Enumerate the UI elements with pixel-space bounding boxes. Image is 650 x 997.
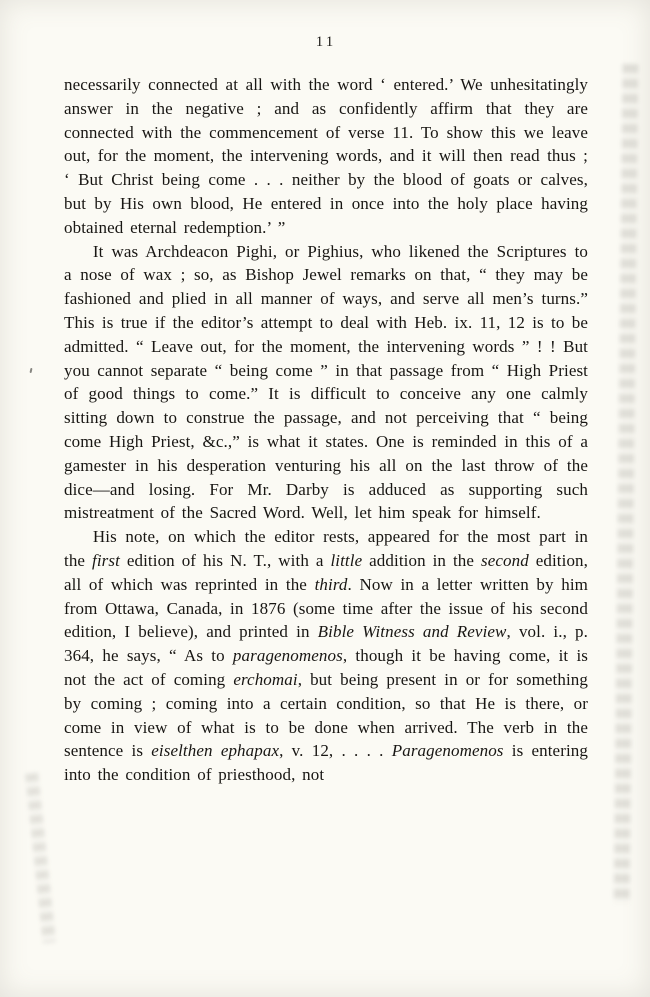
text-segment: , though it be having come, it is not the act of coming	[64, 646, 588, 689]
text-segment: erchomai	[233, 669, 298, 689]
page-text	[64, 73, 588, 787]
text-segment: eiselthen ephapax	[151, 741, 280, 761]
text-segment: first	[92, 550, 120, 570]
text-segment: , vol. i., p. 364, he says, “ As to	[64, 622, 589, 666]
text-segment: is entering into the condition of priesthood, not	[64, 741, 588, 785]
text-segment: second	[480, 550, 529, 570]
text-segment: . Now in a letter written by him from Ottawa, Canada, in 1876 (some time after the issue of his second edition, I believe), and printed in	[64, 574, 588, 642]
text-segment: third	[314, 574, 348, 594]
text-segment: edition of his N. T., with a	[119, 550, 331, 570]
text-segment: It was Archdeacon Pighi, or Pighius, who likened the Scriptures to a nose of wax ; so, as Bishop Jewel remarks on that, “ they may be fashioned and plied in all manner of ways, and serve all men’s turns.” This is true if the editor’s attempt to deal with Heb. ix. 11, 12 is to be admitted. “ Leave out, for the moment, the intervening words ” ! ! But you cannot separate “ being come ” in that passage from “ High Priest of good things to come.” It is difficult to conceive any one calmly sitting down to construe the passage, and not perceiving that “ being come High Priest, &c.,” is what it states. One is reminded in this of a gamester in his desperation venturing his all on the last throw of the dice—and losing. For Mr. Darby is adduced as supporting such mistreatment of the Sacred Word. Well, let him speak for himself.	[64, 241, 588, 523]
page-number: 11	[315, 34, 337, 50]
text-segment: Paragenomenos	[391, 741, 504, 761]
text-segment: edition, all of which was reprinted in the	[64, 550, 588, 594]
text-segment: little	[330, 550, 363, 570]
text-segment: , but being present in or for something by coming ; coming into a certain condition, so that He is there, or come in view of what is to be done when arrived. The verb in the sentence is	[64, 669, 588, 761]
text-segment: Bible Witness and Review	[317, 622, 507, 642]
text-segment: necessarily connected at all with the word ‘ entered.’ We unhesitatingly answer in the negative ; and as confidently affirm that they are connected with the commencement of verse 11. To show this we leave out, for the moment, the intervening words, and it will then read thus ; ‘ But Christ being come . . . neither by the blood of goats or calves, but by His own blood, He entered in once into the holy place having obtained eternal redemption.’ ”	[64, 75, 588, 237]
text-segment: , v. 12, . . . .	[279, 741, 392, 761]
text-segment: His note, on which the editor rests, appeared for the most part in the	[64, 527, 588, 570]
text-segment: paragenomenos	[232, 646, 343, 666]
watermark-bottom-left	[25, 773, 56, 943]
paragraph	[64, 73, 588, 240]
paragraph	[64, 525, 588, 787]
paragraph	[64, 240, 588, 526]
text-segment: addition in the	[362, 550, 481, 570]
